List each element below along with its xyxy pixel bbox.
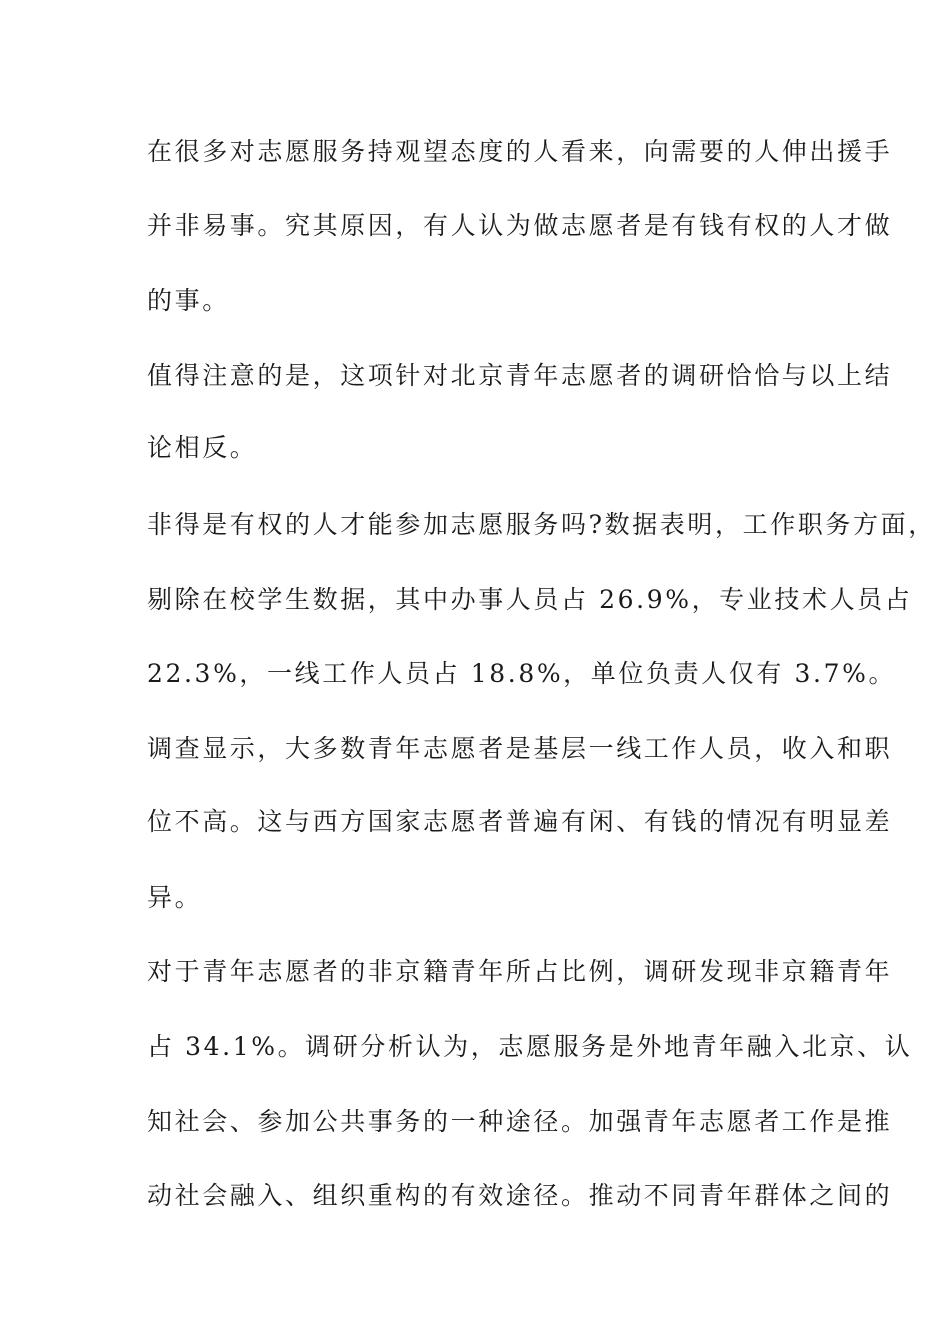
text-line: 知社会、参加公共事务的一种途径。加强青年志愿者工作是推 bbox=[147, 1107, 893, 1136]
text-line: 调查显示，大多数青年志愿者是基层一线工作人员，收入和职 bbox=[147, 734, 893, 763]
text-line: 并非易事。究其原因，有人认为做志愿者是有钱有权的人才做 bbox=[147, 211, 893, 240]
text-line: 论相反。 bbox=[147, 433, 258, 462]
text-line: 异。 bbox=[147, 883, 203, 912]
text-line: 位不高。这与西方国家志愿者普遍有闲、有钱的情况有明显差 bbox=[147, 807, 893, 836]
text-line: 动社会融入、组织重构的有效途径。推动不同青年群体之间的 bbox=[147, 1181, 893, 1210]
text-line: 对于青年志愿者的非京籍青年所占比例，调研发现非京籍青年 bbox=[147, 957, 893, 986]
text-line: 剔除在校学生数据，其中办事人员占 26.9%，专业技术人员占 bbox=[147, 585, 913, 614]
text-line: 值得注意的是，这项针对北京青年志愿者的调研恰恰与以上结 bbox=[147, 361, 893, 390]
text-line: 在很多对志愿服务持观望态度的人看来，向需要的人伸出援手 bbox=[147, 137, 893, 166]
text-line: 的事。 bbox=[147, 286, 230, 315]
text-line: 占 34.1%。调研分析认为，志愿服务是外地青年融入北京、认 bbox=[147, 1032, 913, 1061]
text-line: 非得是有权的人才能参加志愿服务吗?数据表明，工作职务方面， bbox=[147, 510, 936, 539]
text-line: 22.3%，一线工作人员占 18.8%，单位负责人仅有 3.7%。 bbox=[147, 659, 897, 688]
